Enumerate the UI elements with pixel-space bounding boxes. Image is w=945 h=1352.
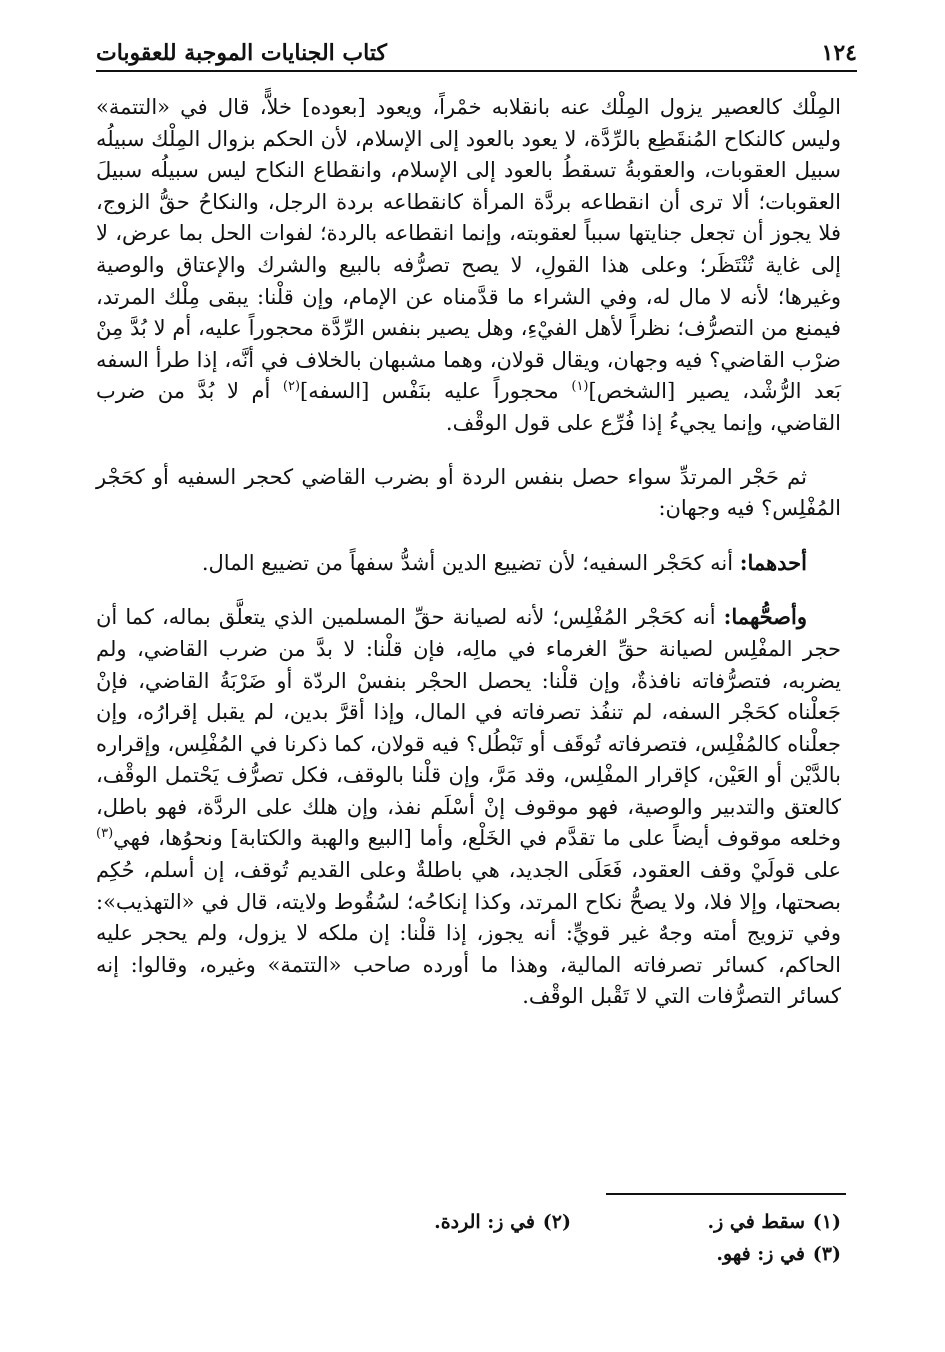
paragraph-3: أحدهما: أنه كحَجْر السفيه؛ لأن تضييع الدين أشدُّ سفهاً من تضييع المال. <box>201 549 807 575</box>
main-text <box>96 92 841 1013</box>
footnote-3: (٣)في ز: فهو. <box>716 1243 841 1265</box>
paragraph-2: ثم حَجْر المرتدِّ سواء حصل بنفس الردة أو بضرب القاضي كحجر السفيه أو كحَجْر المُفْلِس؟ فيه وجهان: <box>96 464 841 521</box>
footnote-ref-3: (٣) <box>96 826 114 842</box>
header-rule <box>96 70 857 72</box>
book-title: كتاب الجنايات الموجبة للعقوبات <box>96 40 387 66</box>
page-number: ١٢٤ <box>821 40 857 66</box>
lead-first: أحدهما: <box>739 549 807 575</box>
lead-second: وأصحُّهما: <box>723 604 807 630</box>
footnotes <box>300 1206 841 1270</box>
footnote-1: (١)سقط في ز. <box>707 1211 841 1233</box>
footnote-2: (٢)في ز: الردة. <box>434 1211 571 1233</box>
paragraph-4: وأصحُّهما: أنه كحَجْر المُفْلِس؛ لأنه لصيانة حقِّ المسلمين الذي يتعلَّق بماله، كما أن حجر المفْلِس لصيانة حقِّ الغرماء في مالِه، فإن قلْنا: لا بدَّ من ضرب القاضي، ولم يضربه، فتصرُّفاته نافذةٌ، وإن قلْنا: يحصل الحجْر بنفسْ الردّة أو ضَرْبَةُ القاضي، فإنْ جَعلْناه كحَجْر السفه، لم تنفُذ تصرفاته في المال، وإذا أقرَّ بدين، لم يقبل إقرارُه، وإن جعلْناه كالمُفْلِس، فتصرفاته تُوقَف أو تَبْطُل؟ فيه قولان، كما ذكرنا في المُفْلِس، وإقراره بالدَّيْن أو العَيْن، كإقرار المفْلِس، وقد مَرَّ، وإن قلْنا بالوقف، فكل تصرُّف يَحْتمل الوقْف، كالعتق والتدبير والوصية، فهو موقوف إنْ أسْلَم نفذ، وإن هلك على الردَّة، فهو باطل، وخلعه موقوف أيضاً على ما تقدَّم في الخَلْع، وأما [البيع والهبة والكتابة] ونحوُها، فهي$^{(٣)}$ على قولَيْ وقف العقود، فَعَلَى الجديد، هي باطلةٌ وعلى القديم تُوقف، إن أسلم، حُكِم بصحتها، وإلا فلا، ولا يصحُّ نكاح المرتد، وكذا إنكاحُه؛ لسُقُوط ولايته، قال في «التهذيب»: وفي تزويج أمته وجهٌ غير قويٍّ: أنه يجوز، إذا قلْنا: إن ملكه لا يزول، ولم يحجر عليه الحاكم، كسائر تصرفاته المالية، وهذا ما أورده صاحب «التتمة» وغيره، وقالوا: إنه كسائر التصرُّفات التي لا تَقْبل الوقْف. <box>96 604 841 1009</box>
footnote-ref-1: (١) <box>571 379 589 395</box>
running-header <box>96 28 857 68</box>
paragraph-1: المِلْك كالعصير يزول المِلْك عنه بانقلابه خمْراً، ويعود [بعوده] خلاًّ، قال في «التتمة» وليس كالنكاح المُنقَطِع بالرِّدَّة، لا يعود بالعود إلى الإسلام، لأن الحكم بزوال المِلْك سبيلُه سبيل العقوبات، والعقوبةُ تسقطُ بالعود إلى الإسلام، وانقطاع النكاح ليس سبيلُه سبيلَ العقوبات؛ ألا ترى أن انقطاعه بردَّة المرأة كانقطاعه بردة الرجل، والنكاحُ حقُّ الزوج، فلا يجوز أن تجعل جنايتها سبباً لعقوبته، وإنما انقطاعه بالردة؛ لفوات الحل بما عرض، لا إلى غاية تُنْتَظَر؛ وعلى هذا القولِ، لا يصح تصرُّفه بالبيع والشرك والإعتاق والوصية وغيرها؛ لأنه لا مال له، وفي الشراء ما قدَّمناه عن الإمام، وإن قلْنا: يبقى مِلْك المرتد، فيمنع من التصرُّف؛ نظراً لأهل الفيْءِ، وهل يصير بنفس الرِّدَّة محجوراً عليه، أم لا بُدَّ مِنْ ضرْب القاضي؟ فيه وجهان، ويقال قولان، وهما مشبهان بالخلاف في أنَّه، إذا طرأ السفه بَعد الرُّشْد، يصير [الشخص]$^{(١)}$ محجوراً عليه بنَفْس [السفه]$^{(٢)}$ أم لا بُدَّ من ضرب القاضي، وإنما يجيءُ إذا فُرِّع على قول الوقْف. <box>96 95 842 435</box>
footnote-rule <box>606 1193 846 1195</box>
footnote-ref-2: (٢) <box>282 379 301 395</box>
